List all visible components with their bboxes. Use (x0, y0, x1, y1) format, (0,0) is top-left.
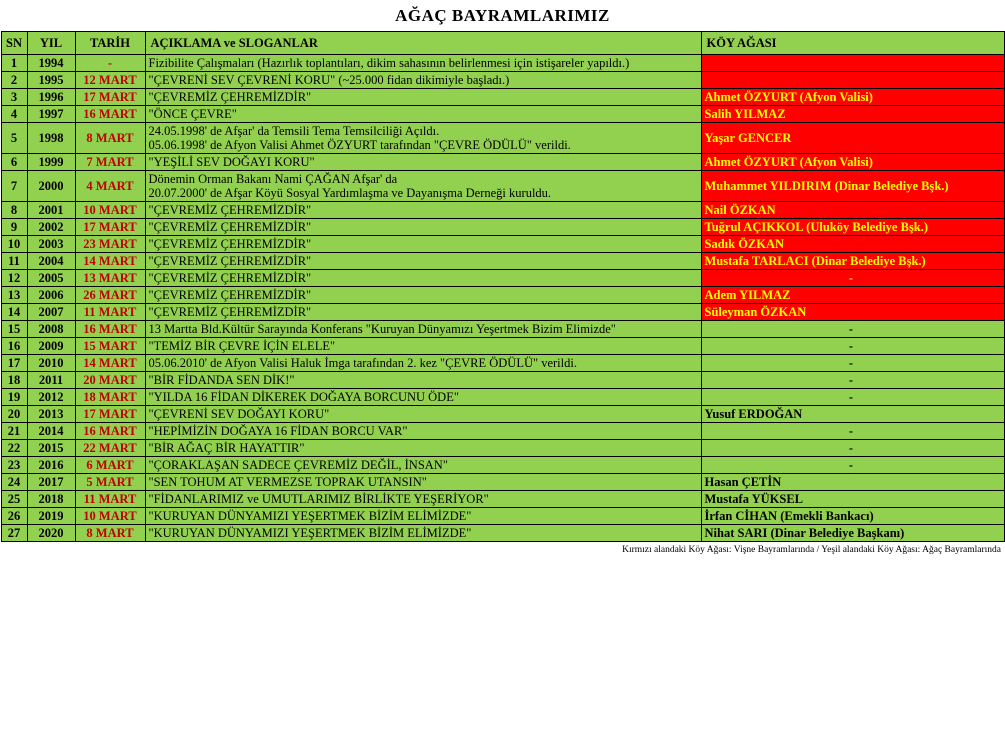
cell-aciklama: "ÇEVREMİZ ÇEHREMİZDİR" (145, 236, 701, 253)
cell-koy-agasi: - (701, 423, 1004, 440)
agac-bayramlari-table (1, 31, 1005, 542)
table-row (1, 304, 1004, 321)
table-row (1, 389, 1004, 406)
cell-koy-agasi: - (701, 338, 1004, 355)
cell-yil: 2009 (27, 338, 75, 355)
cell-koy-agasi: - (701, 457, 1004, 474)
cell-tarih: 12 MART (75, 72, 145, 89)
cell-tarih: 11 MART (75, 491, 145, 508)
cell-tarih: 8 MART (75, 123, 145, 154)
cell-aciklama: "SEN TOHUM AT VERMEZSE TOPRAK UTANSIN" (145, 474, 701, 491)
table-row (1, 202, 1004, 219)
cell-yil: 2017 (27, 474, 75, 491)
table-row (1, 253, 1004, 270)
cell-tarih: 22 MART (75, 440, 145, 457)
cell-aciklama: "ÇEVREMİZ ÇEHREMİZDİR" (145, 287, 701, 304)
cell-yil: 2018 (27, 491, 75, 508)
cell-yil: 2014 (27, 423, 75, 440)
cell-yil: 2015 (27, 440, 75, 457)
table-row (1, 338, 1004, 355)
cell-sn: 6 (1, 154, 27, 171)
cell-aciklama: "ÇEVRENİ SEV ÇEVRENİ KORU" (~25.000 fidan dikimiyle başladı.) (145, 72, 701, 89)
column-header-sn: SN (1, 32, 27, 55)
cell-koy-agasi: - (701, 372, 1004, 389)
cell-koy-agasi: İrfan CİHAN (Emekli Bankacı) (701, 508, 1004, 525)
table-row (1, 154, 1004, 171)
cell-tarih: 17 MART (75, 406, 145, 423)
column-header-koy-agasi: KÖY AĞASI (701, 32, 1004, 55)
cell-yil: 2010 (27, 355, 75, 372)
cell-sn: 7 (1, 171, 27, 202)
page-title: AĞAÇ BAYRAMLARIMIZ (395, 6, 610, 25)
cell-yil: 1994 (27, 55, 75, 72)
cell-sn: 21 (1, 423, 27, 440)
cell-koy-agasi: Yaşar GENCER (701, 123, 1004, 154)
cell-koy-agasi: Hasan ÇETİN (701, 474, 1004, 491)
cell-sn: 11 (1, 253, 27, 270)
cell-aciklama (145, 123, 701, 154)
cell-yil: 2007 (27, 304, 75, 321)
table-row (1, 474, 1004, 491)
table-row (1, 287, 1004, 304)
cell-aciklama: "ÇEVREMİZ ÇEHREMİZDİR" (145, 304, 701, 321)
aciklama-line: 24.05.1998' de Afşar' da Temsili Tema Temsilciliği Açıldı. (148, 124, 440, 138)
cell-yil: 2003 (27, 236, 75, 253)
cell-yil: 1995 (27, 72, 75, 89)
cell-yil: 2006 (27, 287, 75, 304)
cell-koy-agasi (701, 55, 1004, 72)
cell-yil: 2016 (27, 457, 75, 474)
cell-koy-agasi: Mustafa YÜKSEL (701, 491, 1004, 508)
table-row (1, 508, 1004, 525)
table-row (1, 219, 1004, 236)
cell-aciklama: "ÇEVRENİ SEV DOĞAYI KORU" (145, 406, 701, 423)
cell-aciklama: "ÇORAKLAŞAN SADECE ÇEVREMİZ DEĞİL, İNSAN" (145, 457, 701, 474)
cell-tarih: 23 MART (75, 236, 145, 253)
cell-tarih: 17 MART (75, 89, 145, 106)
cell-yil: 2011 (27, 372, 75, 389)
cell-tarih: 11 MART (75, 304, 145, 321)
cell-aciklama: 05.06.2010' de Afyon Valisi Haluk İmga tarafından 2. kez "ÇEVRE ÖDÜLÜ" verildi. (145, 355, 701, 372)
cell-sn: 10 (1, 236, 27, 253)
cell-tarih: 10 MART (75, 508, 145, 525)
cell-koy-agasi: - (701, 321, 1004, 338)
cell-yil: 1999 (27, 154, 75, 171)
cell-tarih: 4 MART (75, 171, 145, 202)
cell-tarih: 14 MART (75, 355, 145, 372)
cell-yil: 1998 (27, 123, 75, 154)
cell-tarih: 15 MART (75, 338, 145, 355)
cell-tarih: 26 MART (75, 287, 145, 304)
aciklama-line: 05.06.1998' de Afyon Valisi Ahmet ÖZYURT tarafından "ÇEVRE ÖDÜLÜ" verildi. (148, 138, 571, 152)
cell-aciklama: "KURUYAN DÜNYAMIZI YEŞERTMEK BİZİM ELİMİZDE" (145, 508, 701, 525)
cell-aciklama: "KURUYAN DÜNYAMIZI YEŞERTMEK BİZİM ELİMİZDE" (145, 525, 701, 542)
cell-aciklama: "YEŞİLİ SEV DOĞAYI KORU" (145, 154, 701, 171)
cell-tarih: 16 MART (75, 423, 145, 440)
cell-koy-agasi: Sadık ÖZKAN (701, 236, 1004, 253)
cell-yil: 2001 (27, 202, 75, 219)
table-row (1, 321, 1004, 338)
cell-aciklama: "BİR AĞAÇ BİR HAYATTIR" (145, 440, 701, 457)
cell-sn: 8 (1, 202, 27, 219)
cell-aciklama: "TEMİZ BİR ÇEVRE İÇİN ELELE" (145, 338, 701, 355)
table-row (1, 457, 1004, 474)
cell-sn: 16 (1, 338, 27, 355)
cell-aciklama: 13 Martta Bld.Kültür Sarayında Konferans "Kuruyan Dünyamızı Yeşertmek Bizim Elimizde" (145, 321, 701, 338)
cell-yil: 1996 (27, 89, 75, 106)
cell-yil: 2019 (27, 508, 75, 525)
cell-tarih: 16 MART (75, 321, 145, 338)
cell-sn: 13 (1, 287, 27, 304)
cell-sn: 15 (1, 321, 27, 338)
cell-sn: 22 (1, 440, 27, 457)
cell-koy-agasi: - (701, 355, 1004, 372)
cell-tarih: 13 MART (75, 270, 145, 287)
column-header-tarih: TARİH (75, 32, 145, 55)
table-row (1, 106, 1004, 123)
cell-yil: 2008 (27, 321, 75, 338)
cell-sn: 24 (1, 474, 27, 491)
cell-sn: 17 (1, 355, 27, 372)
table-header (1, 32, 1004, 55)
cell-yil: 2005 (27, 270, 75, 287)
cell-tarih: 10 MART (75, 202, 145, 219)
table-row (1, 270, 1004, 287)
column-header-yil: YIL (27, 32, 75, 55)
table-row (1, 491, 1004, 508)
cell-aciklama: "ÇEVREMİZ ÇEHREMİZDİR" (145, 89, 701, 106)
table-row (1, 440, 1004, 457)
cell-aciklama (145, 171, 701, 202)
cell-sn: 20 (1, 406, 27, 423)
cell-koy-agasi: Süleyman ÖZKAN (701, 304, 1004, 321)
cell-tarih: 5 MART (75, 474, 145, 491)
cell-sn: 25 (1, 491, 27, 508)
cell-koy-agasi: Adem YILMAZ (701, 287, 1004, 304)
table-header-row (1, 32, 1004, 55)
table-body (1, 55, 1004, 542)
cell-yil: 1997 (27, 106, 75, 123)
cell-sn: 5 (1, 123, 27, 154)
cell-aciklama: "FİDANLARIMIZ ve UMUTLARIMIZ BİRLİKTE YEŞERİYOR" (145, 491, 701, 508)
cell-sn: 3 (1, 89, 27, 106)
cell-sn: 1 (1, 55, 27, 72)
table-row (1, 171, 1004, 202)
cell-koy-agasi: - (701, 389, 1004, 406)
cell-sn: 2 (1, 72, 27, 89)
cell-koy-agasi: Salih YILMAZ (701, 106, 1004, 123)
cell-tarih: 20 MART (75, 372, 145, 389)
table-row (1, 525, 1004, 542)
cell-yil: 2002 (27, 219, 75, 236)
cell-sn: 19 (1, 389, 27, 406)
table-row (1, 372, 1004, 389)
cell-tarih: - (75, 55, 145, 72)
cell-koy-agasi: Nihat SARI (Dinar Belediye Başkanı) (701, 525, 1004, 542)
cell-aciklama: "YILDA 16 FİDAN DİKEREK DOĞAYA BORCUNU ÖDE" (145, 389, 701, 406)
aciklama-line: 20.07.2000' de Afşar Köyü Sosyal Yardımlaşma ve Dayanışma Derneği kuruldu. (148, 186, 552, 200)
cell-tarih: 18 MART (75, 389, 145, 406)
table-row (1, 355, 1004, 372)
cell-aciklama: "ÇEVREMİZ ÇEHREMİZDİR" (145, 219, 701, 236)
cell-koy-agasi: Muhammet YILDIRIM (Dinar Belediye Bşk.) (701, 171, 1004, 202)
cell-yil: 2020 (27, 525, 75, 542)
cell-aciklama: "ÇEVREMİZ ÇEHREMİZDİR" (145, 270, 701, 287)
cell-sn: 9 (1, 219, 27, 236)
cell-sn: 27 (1, 525, 27, 542)
cell-aciklama: Fizibilite Çalışmaları (Hazırlık toplantıları, dikim sahasının belirlenmesi için istişareler yapıldı.) (145, 55, 701, 72)
table-row (1, 89, 1004, 106)
table-row (1, 406, 1004, 423)
table-row (1, 236, 1004, 253)
cell-yil: 2012 (27, 389, 75, 406)
cell-sn: 26 (1, 508, 27, 525)
cell-koy-agasi: - (701, 270, 1004, 287)
cell-koy-agasi: Ahmet ÖZYURT (Afyon Valisi) (701, 89, 1004, 106)
cell-koy-agasi: Tuğrul AÇIKKOL (Uluköy Belediye Bşk.) (701, 219, 1004, 236)
column-header-aciklama: AÇIKLAMA ve SLOGANLAR (145, 32, 701, 55)
cell-yil: 2013 (27, 406, 75, 423)
cell-yil: 2004 (27, 253, 75, 270)
cell-sn: 12 (1, 270, 27, 287)
cell-aciklama: "HEPİMİZİN DOĞAYA 16 FİDAN BORCU VAR" (145, 423, 701, 440)
table-row (1, 72, 1004, 89)
cell-koy-agasi (701, 72, 1004, 89)
table-row (1, 423, 1004, 440)
cell-sn: 4 (1, 106, 27, 123)
cell-sn: 23 (1, 457, 27, 474)
cell-sn: 14 (1, 304, 27, 321)
cell-tarih: 6 MART (75, 457, 145, 474)
cell-tarih: 7 MART (75, 154, 145, 171)
legend-footnote: Kırmızı alandaki Köy Ağası: Vişne Bayramlarında / Yeşil alandaki Köy Ağası: Ağaç Bayramlarında (622, 545, 1001, 555)
aciklama-line: Dönemin Orman Bakanı Nami ÇAĞAN Afşar' da (148, 172, 398, 186)
cell-koy-agasi: Ahmet ÖZYURT (Afyon Valisi) (701, 154, 1004, 171)
cell-aciklama: "BİR FİDANDA SEN DİK!" (145, 372, 701, 389)
table-row (1, 123, 1004, 154)
cell-koy-agasi: Yusuf ERDOĞAN (701, 406, 1004, 423)
cell-aciklama: "ÇEVREMİZ ÇEHREMİZDİR" (145, 202, 701, 219)
cell-sn: 18 (1, 372, 27, 389)
cell-koy-agasi: Nail ÖZKAN (701, 202, 1004, 219)
cell-tarih: 8 MART (75, 525, 145, 542)
cell-koy-agasi: - (701, 440, 1004, 457)
cell-tarih: 17 MART (75, 219, 145, 236)
cell-aciklama: "ÇEVREMİZ ÇEHREMİZDİR" (145, 253, 701, 270)
cell-aciklama: "ÖNCE ÇEVRE" (145, 106, 701, 123)
cell-tarih: 16 MART (75, 106, 145, 123)
cell-koy-agasi: Mustafa TARLACI (Dinar Belediye Bşk.) (701, 253, 1004, 270)
table-row (1, 55, 1004, 72)
cell-yil: 2000 (27, 171, 75, 202)
cell-tarih: 14 MART (75, 253, 145, 270)
